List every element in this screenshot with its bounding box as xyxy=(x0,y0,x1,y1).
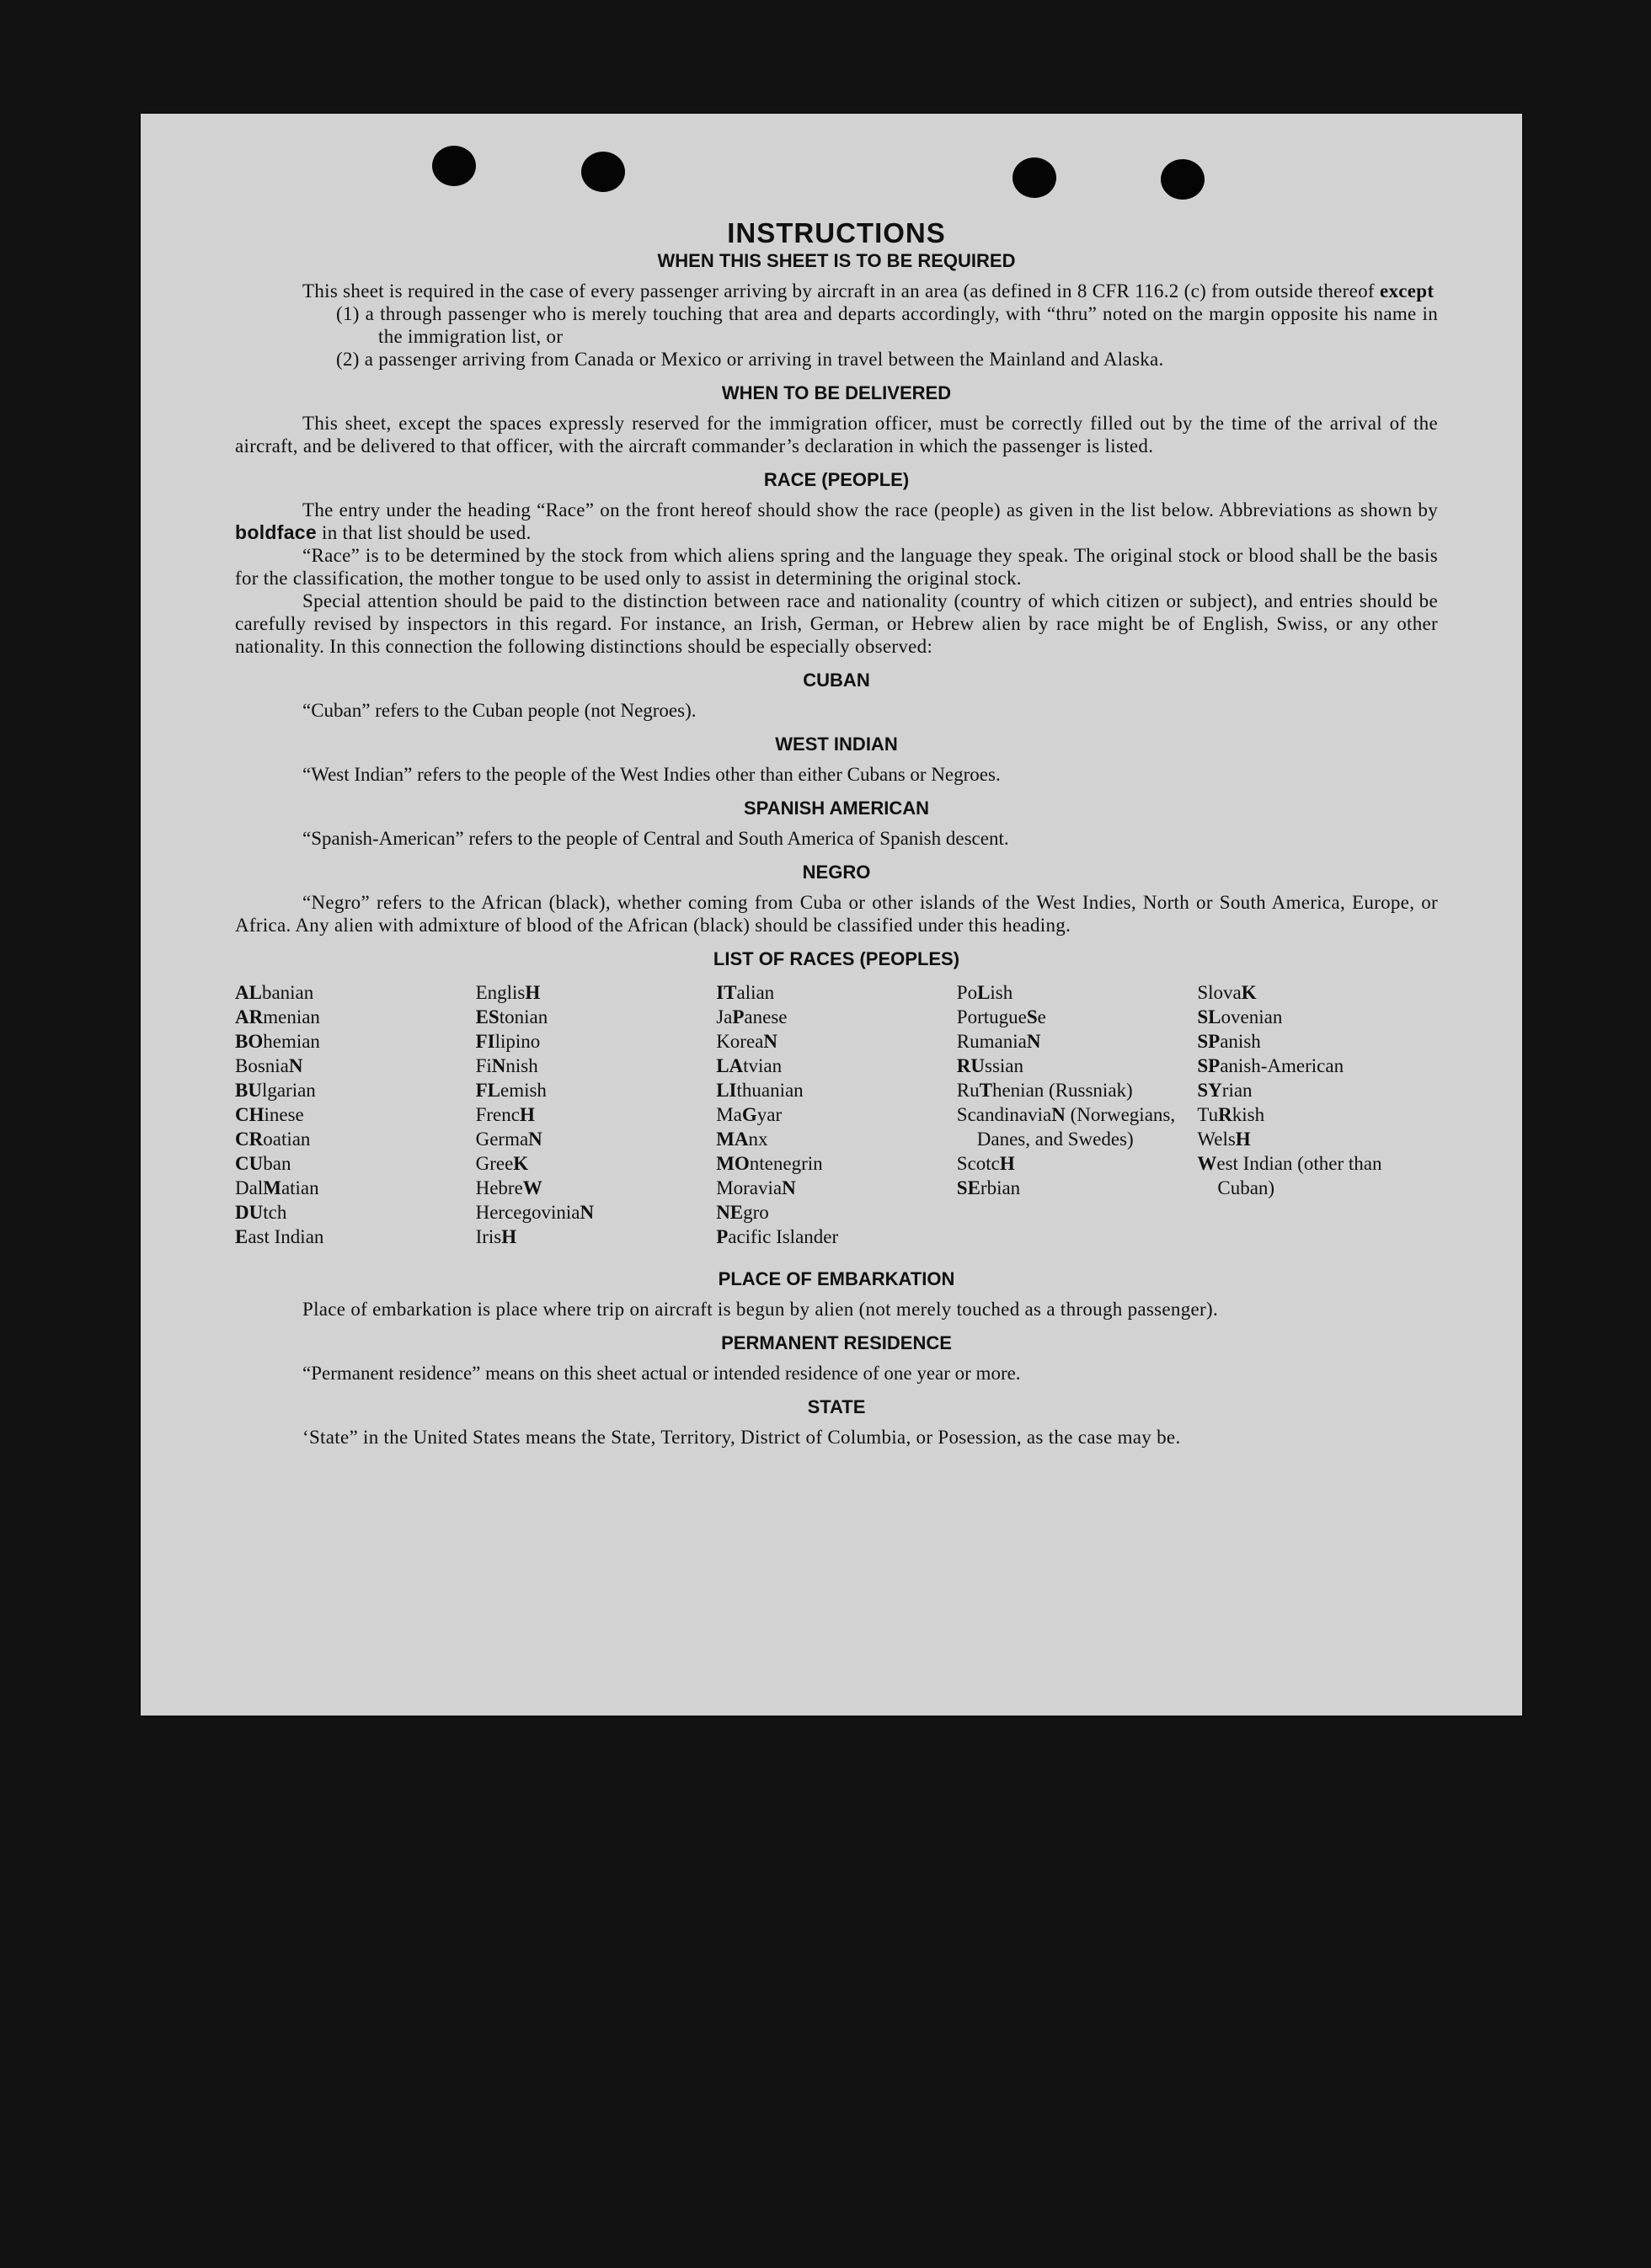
race-column xyxy=(476,980,717,1249)
race-text: emish xyxy=(500,1080,547,1101)
race-text: rbian xyxy=(980,1177,1021,1198)
race-abbreviation: N xyxy=(763,1031,777,1052)
race-entry xyxy=(1197,980,1438,1005)
paragraph: “Permanent residence” means on this sheet actual or intended residence of one year or more. xyxy=(302,1363,1021,1384)
race-text: Slova xyxy=(1197,982,1242,1003)
race-entry xyxy=(476,1054,717,1078)
race-abbreviation: AR xyxy=(235,1006,264,1027)
paragraph xyxy=(235,499,1438,544)
race-abbreviation: K xyxy=(1241,982,1257,1003)
race-text: Po xyxy=(956,982,978,1003)
race-abbreviation: N xyxy=(288,1055,303,1076)
race-text: henian (Russniak) xyxy=(991,1080,1133,1101)
race-entry xyxy=(957,980,1198,1005)
race-abbreviation: H xyxy=(1235,1129,1251,1150)
race-text: anish-American xyxy=(1220,1055,1344,1076)
race-text: Tu xyxy=(1197,1104,1219,1125)
race-text: banian xyxy=(261,982,314,1003)
section-heading: WEST INDIAN xyxy=(775,734,898,755)
race-text: gro xyxy=(743,1202,769,1223)
section-heading: CUBAN xyxy=(803,670,870,691)
punch-hole xyxy=(432,146,476,186)
race-abbreviation: H xyxy=(525,982,541,1003)
race-text: e xyxy=(1037,1006,1046,1027)
race-text: Portugue xyxy=(956,1006,1027,1027)
race-abbreviation: MO xyxy=(716,1153,750,1174)
punch-hole xyxy=(1013,157,1056,198)
section-heading: PLACE OF EMBARKATION xyxy=(718,1268,955,1289)
race-abbreviation: P xyxy=(732,1006,745,1027)
race-abbreviation: BO xyxy=(235,1031,264,1052)
race-abbreviation: T xyxy=(979,1080,992,1101)
race-text: nish xyxy=(505,1055,538,1076)
race-text: Ma xyxy=(716,1104,742,1125)
race-entry xyxy=(235,1225,476,1249)
paragraph: This sheet, except the spaces expressly reserved for the immigration officer, must be correctly filled out by the time of the arrival of the aircraft, and be delivered to that officer, with the aircraft commander’s declaration in which the passenger is listed. xyxy=(235,413,1438,456)
bold-text: except xyxy=(1379,280,1435,302)
paragraph: Place of embarkation is place where trip on aircraft is begun by alien (not merely touched as a through passenger). xyxy=(302,1299,1219,1320)
race-column xyxy=(957,980,1198,1249)
race-entry xyxy=(1197,1078,1438,1102)
race-text: rian xyxy=(1221,1080,1253,1101)
race-text: ntenegrin xyxy=(749,1153,823,1174)
race-entry xyxy=(235,1029,476,1054)
race-text: Englis xyxy=(475,982,526,1003)
race-text: Hercegovinia xyxy=(475,1202,580,1223)
section-heading: RACE (PEOPLE) xyxy=(763,469,910,490)
race-text: hemian xyxy=(263,1031,320,1052)
race-text: acific Islander xyxy=(728,1226,839,1247)
race-text: est Indian (other than Cuban) xyxy=(1216,1153,1382,1198)
race-entry xyxy=(476,1029,717,1054)
race-entry xyxy=(476,1200,717,1225)
paragraph: “Spanish-American” refers to the people of Central and South America of Spanish descent. xyxy=(302,828,1009,849)
race-text: Germa xyxy=(475,1129,529,1150)
race-abbreviation: AL xyxy=(235,982,262,1003)
race-column xyxy=(235,980,476,1249)
race-entry xyxy=(716,1225,957,1249)
race-abbreviation: CU xyxy=(235,1153,264,1174)
race-entry xyxy=(1197,1151,1438,1200)
paragraph: “Race” is to be determined by the stock from which aliens spring and the language they speak. The original stock or blood shall be the basis for the classification, the mother tongue to be used only to assist in determining the original stock. xyxy=(235,545,1438,589)
race-column xyxy=(1197,980,1438,1249)
race-text: Hebre xyxy=(475,1177,523,1198)
race-entry xyxy=(476,1127,717,1151)
race-text: thuanian xyxy=(736,1080,804,1101)
race-abbreviation: BU xyxy=(235,1080,262,1101)
race-abbreviation: N xyxy=(1051,1104,1066,1125)
race-abbreviation: IT xyxy=(716,982,737,1003)
race-entry xyxy=(957,1078,1198,1102)
race-entry xyxy=(476,1151,717,1176)
race-entry xyxy=(957,1176,1198,1200)
race-text: Ru xyxy=(956,1080,980,1101)
race-entry xyxy=(235,980,476,1005)
race-abbreviation: S xyxy=(1026,1006,1038,1027)
race-entry xyxy=(235,1127,476,1151)
paragraph: ‘State” in the United States means the State, Territory, District of Columbia, or Posession, as the case may be. xyxy=(302,1427,1181,1448)
race-abbreviation: ES xyxy=(475,1006,500,1027)
race-text: inese xyxy=(264,1104,304,1125)
race-entry xyxy=(476,1102,717,1127)
race-abbreviation: RU xyxy=(956,1055,986,1076)
race-text: Wels xyxy=(1197,1129,1236,1150)
race-entry xyxy=(957,1054,1198,1078)
race-entry xyxy=(476,1005,717,1029)
race-abbreviation: N xyxy=(782,1177,796,1198)
punch-hole xyxy=(581,152,625,192)
race-text: atian xyxy=(281,1177,319,1198)
form-sheet xyxy=(141,114,1522,1716)
race-text: oatian xyxy=(263,1129,311,1150)
section-heading: LIST OF RACES (PEOPLES) xyxy=(713,948,960,969)
race-entry xyxy=(957,1029,1198,1054)
race-entry xyxy=(235,1078,476,1102)
race-entry xyxy=(716,1151,957,1176)
race-abbreviation: E xyxy=(235,1226,248,1247)
race-text: lipino xyxy=(494,1031,541,1052)
race-text: ish xyxy=(990,982,1013,1003)
race-entry xyxy=(716,1102,957,1127)
race-text: Gree xyxy=(475,1153,514,1174)
race-text: Ja xyxy=(716,1006,733,1027)
paragraph: “Cuban” refers to the Cuban people (not Negroes). xyxy=(302,700,697,721)
section-heading: STATE xyxy=(807,1396,866,1417)
race-text: tch xyxy=(263,1202,287,1223)
race-entry xyxy=(716,1054,957,1078)
race-abbreviation: K xyxy=(513,1153,529,1174)
race-text: Iris xyxy=(475,1226,502,1247)
paragraph: “Negro” refers to the African (black), whether coming from Cuba or other islands of the West Indies, North or South America, Europe, or Africa. Any alien with admixture of blood of the African (black) should be classified under this heading. xyxy=(235,892,1438,936)
race-entry xyxy=(476,980,717,1005)
race-abbreviation: DU xyxy=(235,1202,264,1223)
list-item: (1) a through passenger who is merely touching that area and departs accordingly, with “thru” noted on the margin opposite his name in the immigration list, or xyxy=(336,303,1438,347)
race-text: ovenian xyxy=(1221,1006,1283,1027)
race-text: tonian xyxy=(499,1006,548,1027)
race-entry xyxy=(1197,1054,1438,1078)
bold-text: boldface xyxy=(235,521,317,543)
race-abbreviation: SP xyxy=(1197,1055,1221,1076)
race-text: anese xyxy=(744,1006,788,1027)
race-abbreviation: H xyxy=(501,1226,517,1247)
race-entry xyxy=(957,1005,1198,1029)
race-abbreviation: LA xyxy=(716,1055,744,1076)
race-entry xyxy=(235,1054,476,1078)
race-text: alian xyxy=(736,982,775,1003)
race-entry xyxy=(957,1151,1198,1176)
race-entry xyxy=(1197,1102,1438,1127)
race-text: Moravia xyxy=(716,1177,783,1198)
race-text: Fi xyxy=(475,1055,492,1076)
race-entry xyxy=(476,1225,717,1249)
race-entry xyxy=(1197,1029,1438,1054)
race-entry xyxy=(476,1078,717,1102)
race-abbreviation: MA xyxy=(716,1129,749,1150)
race-abbreviation: R xyxy=(1218,1104,1232,1125)
instructions-content xyxy=(235,215,1438,1449)
race-abbreviation: SE xyxy=(956,1177,980,1198)
race-text: ast Indian xyxy=(248,1226,324,1247)
section-heading: WHEN THIS SHEET IS TO BE REQUIRED xyxy=(657,250,1016,271)
race-abbreviation: CH xyxy=(235,1104,264,1125)
race-entry xyxy=(1197,1127,1438,1151)
page-title: INSTRUCTIONS xyxy=(727,217,946,248)
race-abbreviation: SL xyxy=(1197,1006,1221,1027)
race-abbreviation: P xyxy=(716,1226,729,1247)
race-text: Bosnia xyxy=(235,1055,289,1076)
section-heading: WHEN TO BE DELIVERED xyxy=(721,382,952,403)
list-item: (2) a passenger arriving from Canada or Mexico or arriving in travel between the Mainland and Alaska. xyxy=(336,349,1164,370)
race-entry xyxy=(235,1200,476,1225)
race-abbreviation: FI xyxy=(475,1031,495,1052)
paragraph: “West Indian” refers to the people of the West Indies other than either Cubans or Negroes. xyxy=(302,764,1001,785)
race-text: Dal xyxy=(235,1177,264,1198)
race-abbreviation: L xyxy=(977,982,991,1003)
race-abbreviation: FL xyxy=(475,1080,500,1101)
race-abbreviation: W xyxy=(1197,1153,1217,1174)
race-text: Scotc xyxy=(956,1153,1000,1174)
section-heading: NEGRO xyxy=(802,862,871,883)
race-text: Frenc xyxy=(475,1104,520,1125)
race-entry xyxy=(476,1176,717,1200)
race-text: kish xyxy=(1232,1104,1265,1125)
race-entry xyxy=(716,980,957,1005)
race-abbreviation: SP xyxy=(1197,1031,1221,1052)
race-column xyxy=(716,980,957,1249)
race-text: tvian xyxy=(743,1055,783,1076)
race-abbreviation: CR xyxy=(235,1129,264,1150)
race-text: Scandinavia xyxy=(956,1104,1052,1125)
race-entry xyxy=(716,1127,957,1151)
race-abbreviation: G xyxy=(741,1104,757,1125)
race-abbreviation: LI xyxy=(716,1080,737,1101)
race-abbreviation: N xyxy=(1026,1031,1041,1052)
race-text: nx xyxy=(748,1129,768,1150)
race-abbreviation: M xyxy=(263,1177,281,1198)
race-entry xyxy=(1197,1005,1438,1029)
race-abbreviation: H xyxy=(519,1104,535,1125)
race-abbreviation: N xyxy=(580,1202,595,1223)
race-text: lgarian xyxy=(261,1080,316,1101)
race-text: ssian xyxy=(985,1055,1024,1076)
race-abbreviation: H xyxy=(999,1153,1015,1174)
race-entry xyxy=(235,1151,476,1176)
race-text: ban xyxy=(263,1153,291,1174)
race-text: (Norwegians, Danes, and Swedes) xyxy=(976,1104,1176,1150)
race-entry xyxy=(716,1176,957,1200)
race-text: yar xyxy=(756,1104,783,1125)
race-abbreviation: N xyxy=(528,1129,542,1150)
text: The entry under the heading “Race” on the front hereof should show the race (people) as given in the list below. Abbreviations as shown by xyxy=(302,499,1438,520)
race-entry xyxy=(716,1200,957,1225)
race-entry xyxy=(235,1102,476,1127)
race-abbreviation: SY xyxy=(1197,1080,1222,1101)
race-abbreviation: N xyxy=(491,1055,506,1076)
race-entry xyxy=(235,1176,476,1200)
race-entry xyxy=(716,1029,957,1054)
race-text: menian xyxy=(263,1006,320,1027)
race-entry xyxy=(957,1102,1198,1151)
text: in that list should be used. xyxy=(322,522,532,543)
race-abbreviation: NE xyxy=(716,1202,744,1223)
text: This sheet is required in the case of every passenger arriving by aircraft in an area (as defined in 8 CFR 116.2 (c) from outside thereof xyxy=(302,280,1375,302)
race-entry xyxy=(235,1005,476,1029)
race-text: Korea xyxy=(716,1031,764,1052)
paragraph xyxy=(235,280,1438,302)
race-text: Rumania xyxy=(956,1031,1027,1052)
race-text: anish xyxy=(1220,1031,1261,1052)
race-abbreviation: W xyxy=(522,1177,542,1198)
paragraph: Special attention should be paid to the distinction between race and nationality (country of which citizen or subject), and entries should be carefully revised by inspectors in this regard. For instance, an Irish, German, or Hebrew alien by race might be of English, Swiss, or any other nationality. In this connection the following distinctions should be especially observed: xyxy=(235,590,1438,657)
race-entry xyxy=(716,1005,957,1029)
race-entry xyxy=(716,1078,957,1102)
race-list xyxy=(235,980,1438,1249)
section-heading: PERMANENT RESIDENCE xyxy=(721,1332,952,1353)
section-heading: SPANISH AMERICAN xyxy=(743,798,929,819)
punch-hole xyxy=(1161,159,1205,200)
